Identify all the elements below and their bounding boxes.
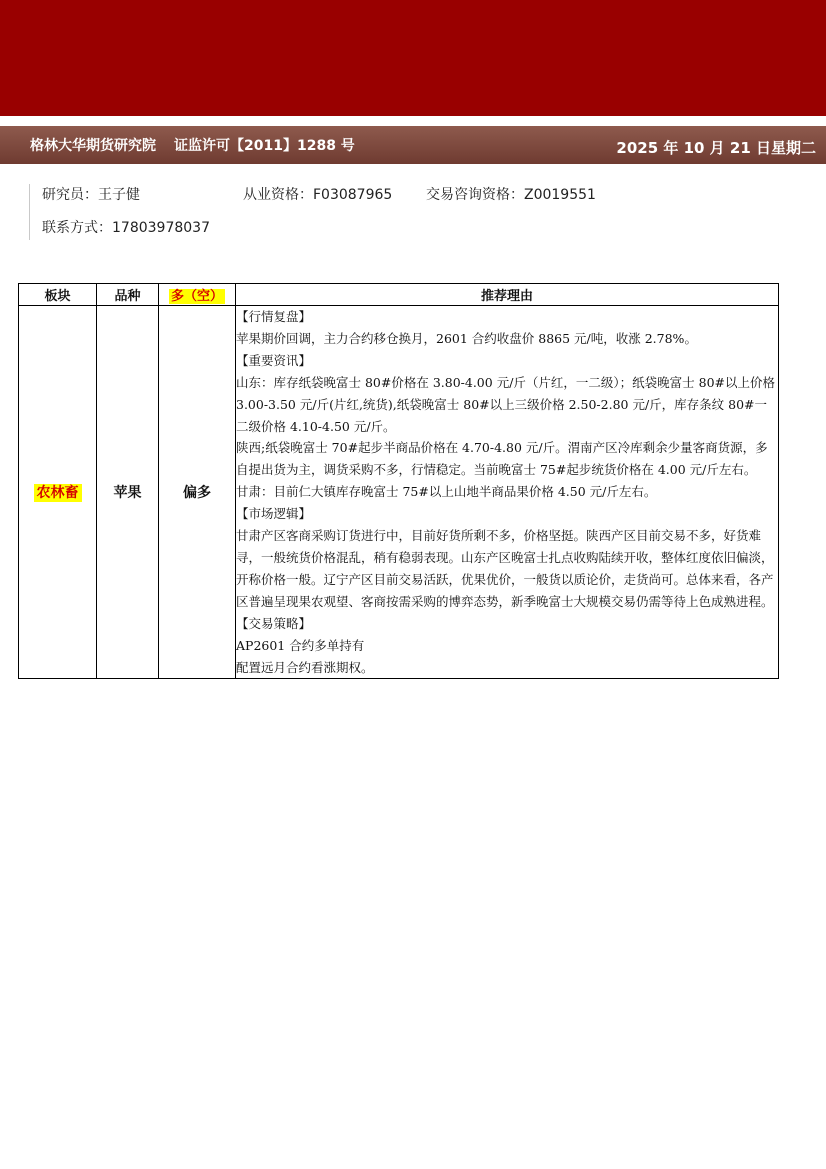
header-variety: 品种 bbox=[97, 284, 159, 306]
section-heading-review: 【行情复盘】 bbox=[236, 309, 312, 324]
license-number: 证监许可【2011】1288 号 bbox=[174, 138, 355, 154]
report-date: 2025 年 10 月 21 日星期二 bbox=[616, 139, 816, 157]
review-text: 苹果期价回调，主力合约移仓换月，2601 合约收盘价 8865 元/吨，收涨 2.78%。 bbox=[236, 330, 697, 346]
news-shandong: 山东：库存纸袋晚富士 80#价格在 3.80-4.00 元/斤（片红，一二级）；纸袋晚富士 80#以上价格 3.00-3.50 元/斤(片红,统货),纸袋晚富士 80#以上三级价格 2.50-2.80 元/斤，库存条纹 80#一二级价格 4.10-4.50 元/斤。 bbox=[236, 374, 776, 434]
section-heading-strategy: 【交易策略】 bbox=[236, 615, 312, 631]
header-direction bbox=[159, 284, 236, 306]
logic-text: 甘肃产区客商采购订货进行中，目前好货所剩不多，价格坚挺。陕西产区目前交易不多，好货难寻，一般统货价格混乱，稍有稳弱表现。山东产区晚富士扎点收购陆续开收，整体红度依旧偏淡，开称价格一般。辽宁产区目前交易活跃，优果优价，一般货以质论价，走货尚可。总体来看，各产区普遍呈现果农观望、客商按需采购的博弈态势，新季晚富士大规模交易仍需等待上色成熟进程。 bbox=[236, 528, 774, 609]
researcher-name: 研究员：王子健 bbox=[42, 187, 140, 203]
direction-cell: 偏多 bbox=[159, 306, 236, 679]
variety-cell: 苹果 bbox=[97, 306, 159, 679]
reason-cell bbox=[236, 306, 779, 679]
recommendation-table bbox=[18, 283, 779, 679]
sector-cell bbox=[19, 306, 97, 679]
direction-header-label: 多（空） bbox=[170, 289, 223, 304]
header-reason: 推荐理由 bbox=[236, 284, 779, 306]
qualification-number: 从业资格：F03087965 bbox=[243, 187, 393, 203]
news-gansu: 甘肃：目前仁大镇库存晚富士 75#以上山地半商品果价格 4.50 元/斤左右。 bbox=[236, 484, 657, 500]
news-shaanxi: 陕西;纸袋晚富士 70#起步半商品价格在 4.70-4.80 元/斤。渭南产区冷库剩余少量客商货源，多自提出货为主，调货采购不多，行情稳定。当前晚富士 75#起步统货价格在 4.00 元/斤左右。 bbox=[236, 440, 768, 478]
top-color-band bbox=[0, 0, 826, 116]
strategy-line-1: AP2601 合约多单持有 bbox=[236, 637, 365, 653]
contact-info: 联系方式：17803978037 bbox=[42, 220, 210, 236]
strategy-line-2: 配置远月合约看涨期权。 bbox=[236, 659, 374, 675]
advisory-qualification: 交易咨询资格：Z0019551 bbox=[426, 187, 596, 203]
institute-name: 格林大华期货研究院 bbox=[30, 138, 156, 154]
section-heading-logic: 【市场逻辑】 bbox=[236, 506, 312, 522]
table-header-row bbox=[19, 284, 779, 306]
analyst-info-divider bbox=[29, 184, 30, 240]
section-heading-news: 【重要资讯】 bbox=[236, 352, 312, 368]
sector-value: 农林畜 bbox=[34, 484, 82, 502]
header-sector: 板块 bbox=[19, 284, 97, 306]
table-row bbox=[19, 306, 779, 679]
report-header-bar bbox=[0, 126, 826, 164]
